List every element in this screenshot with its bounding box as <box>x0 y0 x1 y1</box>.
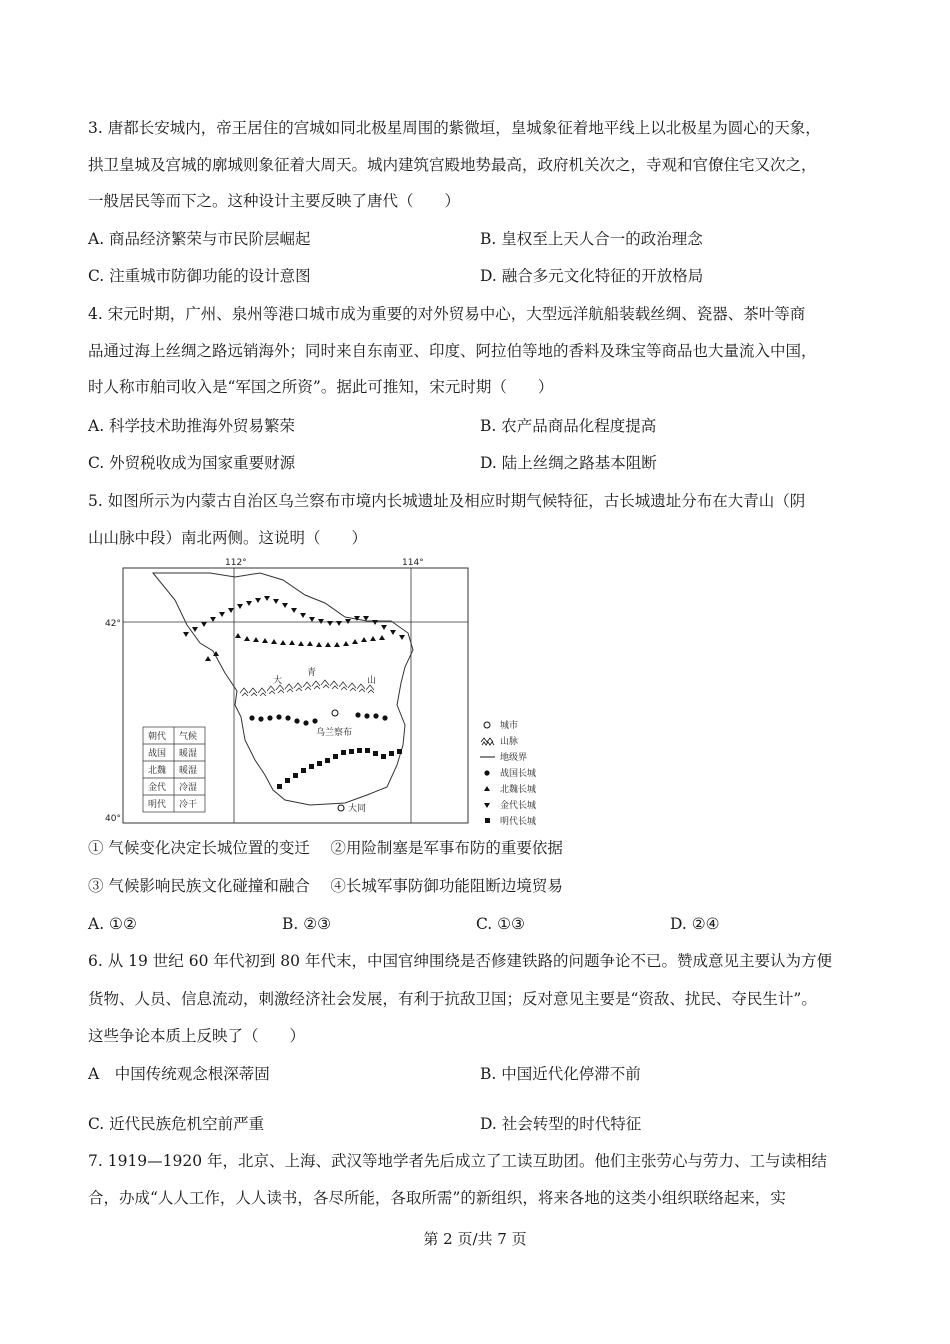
q6-option-a: A 中国传统观念根深蒂固 <box>88 1065 270 1083</box>
table-header-dynasty: 朝代 <box>148 732 167 742</box>
legend-city-icon <box>484 722 490 728</box>
city-datong <box>338 805 344 811</box>
legend-warring-icon <box>484 770 489 775</box>
legend-jin: 金代长城 <box>500 801 537 811</box>
q6-option-c: C. 近代民族危机空前严重 <box>88 1115 265 1133</box>
legend-mountain-icon <box>481 738 494 745</box>
q7-line-2: 合，办成“人人工作，人人读书，各尽所能，各取所需”的新组织，将来各地的这类小组织联络起来，实 <box>88 1189 786 1207</box>
warring-states-wall <box>249 712 387 725</box>
jin-wall <box>183 596 405 640</box>
q7-line-1: 7. 1919—1920 年，北京、上海、武汉等地学者先后成立了工读互助团。他们主张劳心与劳力、工与读相结 <box>88 1152 828 1170</box>
q3-line-2: 拱卫皇城及宫城的廓城则象征着大周天。城内建筑宫殿地势最高，政府机关次之，寺观和官僚住宅又次之， <box>88 156 817 174</box>
q5-statements-1: ① 气候变化决定长城位置的变迁 ②用险制塞是军事布防的重要依据 <box>88 839 563 857</box>
q5-option-d: D. ②④ <box>670 915 720 933</box>
legend-boundary: 地级界 <box>500 753 528 763</box>
q5-option-b: B. ②③ <box>282 915 332 933</box>
q5-statements-2: ③ 气候影响民族文化碰撞和融合 ④长城军事防御功能阻断边境贸易 <box>88 877 563 895</box>
table-cell: 冷干 <box>179 800 198 810</box>
map-frame <box>123 568 468 823</box>
table-cell: 北魏 <box>148 766 167 776</box>
ming-wall <box>277 748 402 789</box>
label-shan: 山 <box>367 676 377 686</box>
q3-option-a: A. 商品经济繁荣与市民阶层崛起 <box>88 230 311 248</box>
q6-line-2: 货物、人员、信息流动，刺激经济社会发展，有利于抗敌卫国；反对意见主要是“资敌、扰民、夺民生计”。 <box>88 990 817 1008</box>
legend-wei: 北魏长城 <box>500 785 537 795</box>
table-cell: 冷湿 <box>179 783 198 793</box>
legend-jin-icon <box>484 803 490 808</box>
q5-option-c: C. ①③ <box>476 915 525 933</box>
northern-wei-wall <box>205 633 385 661</box>
q3-option-d: D. 融合多元文化特征的开放格局 <box>480 267 704 285</box>
daqing-mountains <box>240 680 374 696</box>
page-footer: 第 2 页/共 7 页 <box>423 1230 527 1248</box>
q4-line-2: 品通过海上丝绸之路远销海外；同时来自东南亚、印度、阿拉伯等地的香料及珠宝等商品也大量流入中国， <box>88 342 817 360</box>
q4-option-b: B. 农产品商品化程度提高 <box>480 417 657 435</box>
table-header-climate: 气候 <box>179 732 198 742</box>
q3-option-c: C. 注重城市防御功能的设计意图 <box>88 267 311 285</box>
map-legend <box>480 719 536 825</box>
lat-label-42: 42° <box>105 619 121 629</box>
legend-ming-icon <box>485 818 490 823</box>
table-cell: 金代 <box>148 783 167 793</box>
label-datong: 大同 <box>348 804 367 814</box>
table-cell: 暖湿 <box>179 749 198 759</box>
q5-option-a: A. ①② <box>88 915 137 933</box>
table-cell: 明代 <box>148 800 167 810</box>
q6-option-d: D. 社会转型的时代特征 <box>480 1115 642 1133</box>
lat-label-40: 40° <box>105 814 121 824</box>
city-ulanqab <box>332 710 338 716</box>
q3-option-b: B. 皇权至上天人合一的政治理念 <box>480 230 703 248</box>
legend-wei-icon <box>484 786 490 791</box>
q5-line-1: 5. 如图所示为内蒙古自治区乌兰察布市境内长城遗址及相应时期气候特征，古长城遗址分布在大青山（阴 <box>88 492 806 510</box>
q4-line-3: 时人称市舶司收入是“军国之所资”。据此可推知，宋元时期（ ） <box>88 378 554 396</box>
q6-line-1: 6. 从 19 世纪 60 年代初到 80 年代末，中国官绅围绕是否修建铁路的问题争论不已。赞成意见主要认为方便 <box>88 952 832 970</box>
table-cell: 暖湿 <box>179 766 198 776</box>
q4-option-a: A. 科学技术助推海外贸易繁荣 <box>88 417 296 435</box>
label-qing: 青 <box>307 668 317 678</box>
q6-option-b: B. 中国近代化停滞不前 <box>480 1065 641 1083</box>
q6-line-3: 这些争论本质上反映了（ ） <box>88 1027 306 1045</box>
great-wall-map <box>105 555 565 825</box>
label-da: 大 <box>273 676 283 686</box>
legend-warring: 战国长城 <box>500 769 537 779</box>
legend-city: 城市 <box>500 721 519 731</box>
lon-label-114: 114° <box>402 558 424 568</box>
q4-option-d: D. 陆上丝绸之路基本阻断 <box>480 454 657 472</box>
q4-line-1: 4. 宋元时期，广州、泉州等港口城市成为重要的对外贸易中心，大型远洋航船装载丝绸、瓷器、茶叶等商 <box>88 305 806 323</box>
lon-label-112: 112° <box>225 558 247 568</box>
q3-line-1: 3. 唐都长安城内，帝王居住的宫城如同北极星周围的紫微垣，皇城象征着地平线上以北极星为圆心的天象， <box>88 119 821 137</box>
q3-line-3: 一般居民等而下之。这种设计主要反映了唐代（ ） <box>88 192 461 210</box>
legend-ming: 明代长城 <box>500 817 537 825</box>
label-ulanqab: 乌兰察布 <box>316 728 353 738</box>
table-cell: 战国 <box>148 749 167 759</box>
legend-mountain: 山脉 <box>500 737 519 747</box>
q4-option-c: C. 外贸税收成为国家重要财源 <box>88 454 296 472</box>
q5-line-2: 山山脉中段）南北两侧。这说明（ ） <box>88 529 368 547</box>
